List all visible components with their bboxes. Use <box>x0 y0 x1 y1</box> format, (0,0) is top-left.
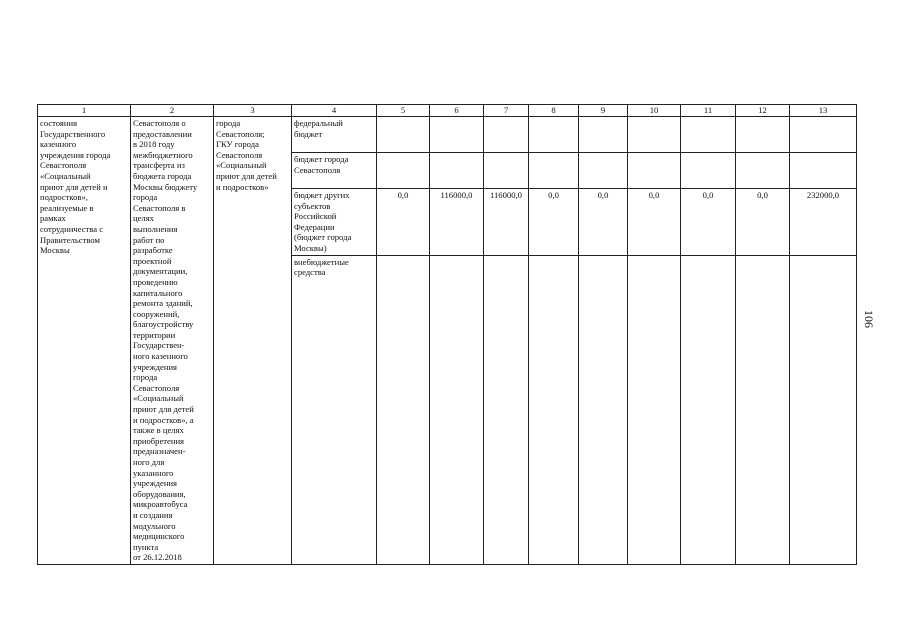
column-number: 9 <box>579 105 628 117</box>
value-cell <box>681 153 736 189</box>
value-cell: 116000,0 <box>430 189 484 256</box>
value-cell <box>628 153 681 189</box>
value-cell <box>736 255 790 564</box>
column-number: 1 <box>38 105 131 117</box>
column-number: 3 <box>214 105 292 117</box>
measure-description-cell: состояния Государственного казенного учреждения города Севастополя «Социальный приют для детей и подростков», реализуемые в рамках сотрудничества с Правительством Москвы <box>38 117 131 565</box>
value-cell <box>529 255 579 564</box>
value-cell <box>529 117 579 153</box>
column-number: 8 <box>529 105 579 117</box>
value-cell <box>430 117 484 153</box>
funding-source-cell: бюджет других субъектов Российской Федерации (бюджет города Москвы) <box>292 189 377 256</box>
value-cell: 232000,0 <box>790 189 857 256</box>
budget-table <box>37 104 857 565</box>
value-cell <box>430 153 484 189</box>
value-cell <box>484 117 529 153</box>
value-cell: 0,0 <box>628 189 681 256</box>
value-cell <box>529 153 579 189</box>
value-cell <box>628 255 681 564</box>
funding-source-cell: бюджет города Севастополя <box>292 153 377 189</box>
value-cell <box>790 153 857 189</box>
value-cell <box>430 255 484 564</box>
value-cell <box>579 117 628 153</box>
value-cell <box>736 117 790 153</box>
value-cell: 0,0 <box>736 189 790 256</box>
value-cell: 0,0 <box>681 189 736 256</box>
column-number: 5 <box>377 105 430 117</box>
value-cell <box>377 153 430 189</box>
value-cell: 0,0 <box>579 189 628 256</box>
column-number: 10 <box>628 105 681 117</box>
column-number: 11 <box>681 105 736 117</box>
value-cell <box>377 117 430 153</box>
value-cell <box>681 255 736 564</box>
agreement-description-cell: Севастополя о предоставлении в 2018 году межбюджетного трансферта из бюджета города Москвы бюджету города Севастополя в целях выполнения работ по разработке проектной документации, проведению капитального ремонта зданий, сооружений, благоустройству территории Государствен- ного казенного учреждения города Севастополя «Социальный приют для детей и подростков», а также в целях приобретения предназначен- ного для указанного учреждения оборудования, микроавтобуса и создания модульного медицинского пункта от 26.12.2018 <box>131 117 214 565</box>
value-cell <box>377 255 430 564</box>
value-cell <box>484 153 529 189</box>
value-cell <box>681 117 736 153</box>
executor-cell: города Севастополя; ГКУ города Севастополя «Социальный приют для детей и подростков» <box>214 117 292 565</box>
column-number: 4 <box>292 105 377 117</box>
column-number: 7 <box>484 105 529 117</box>
value-cell <box>628 117 681 153</box>
value-cell <box>579 255 628 564</box>
column-number: 13 <box>790 105 857 117</box>
value-cell <box>790 117 857 153</box>
table-row <box>38 117 857 153</box>
value-cell <box>790 255 857 564</box>
column-number: 2 <box>131 105 214 117</box>
page-number: 106 <box>862 310 876 328</box>
column-number: 6 <box>430 105 484 117</box>
column-number-row <box>38 105 857 117</box>
value-cell <box>484 255 529 564</box>
value-cell: 0,0 <box>529 189 579 256</box>
value-cell: 0,0 <box>377 189 430 256</box>
value-cell <box>736 153 790 189</box>
value-cell <box>579 153 628 189</box>
value-cell: 116000,0 <box>484 189 529 256</box>
column-number: 12 <box>736 105 790 117</box>
funding-source-cell: внебюджетные средства <box>292 255 377 564</box>
funding-source-cell: федеральный бюджет <box>292 117 377 153</box>
